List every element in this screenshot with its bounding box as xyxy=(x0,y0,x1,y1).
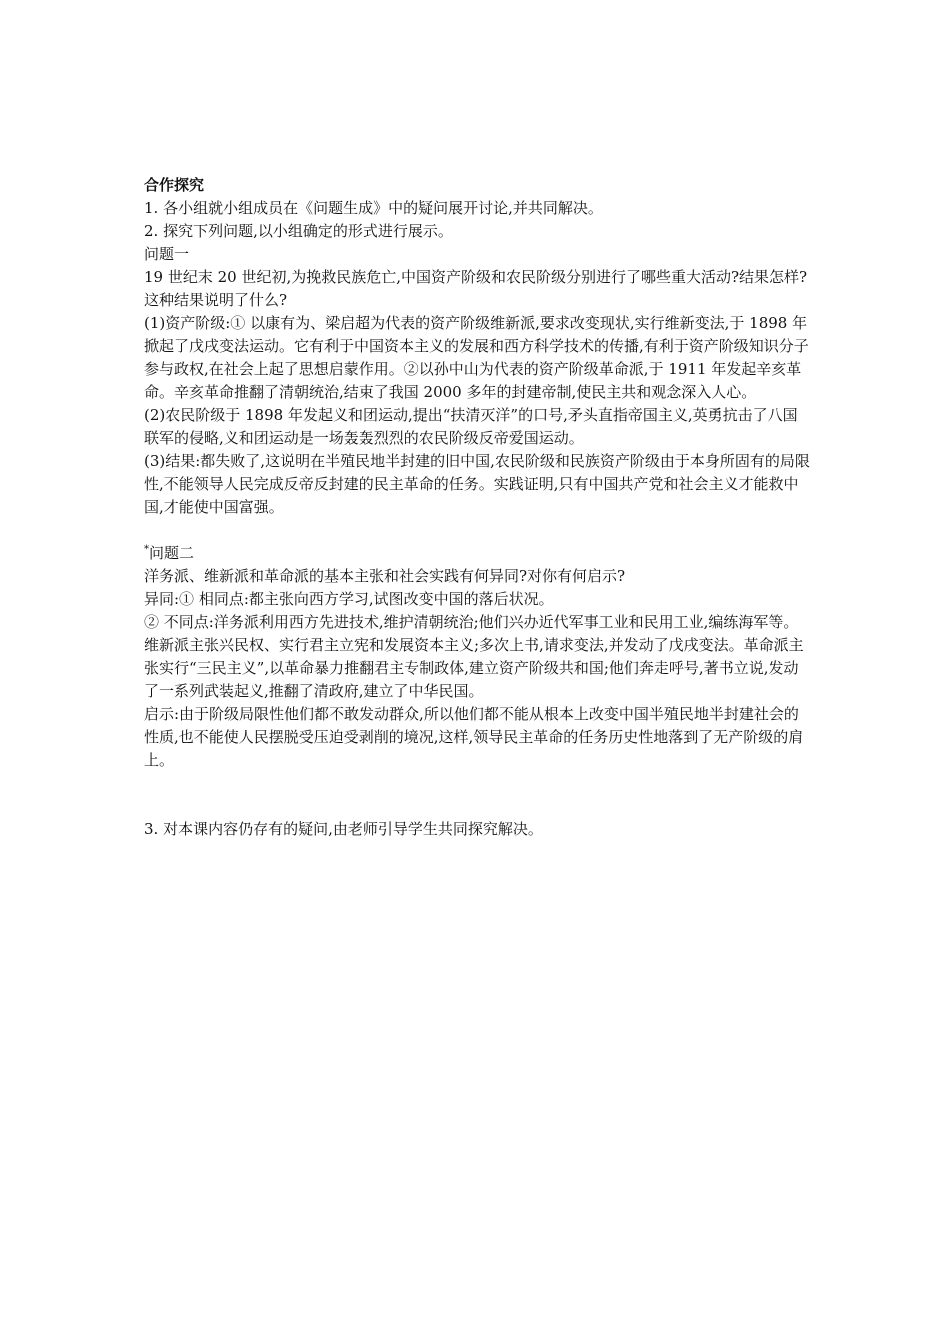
question-1-answer-3: (3)结果:都失败了,这说明在半殖民地半封建的旧中国,农民阶级和民族资产阶级由于本身所固有的局限性,不能领导人民完成反帝反封建的民主革命的任务。实践证明,只有中国共产党和社会主义才能救中国,才能使中国富强。 xyxy=(144,452,810,516)
section-title: 合作探究 xyxy=(144,176,205,194)
question-2-marker: * xyxy=(144,544,149,555)
question-2-similarity: 异同:① 相同点:都主张向西方学习,试图改变中国的落后状况。 xyxy=(144,590,554,608)
question-2-prompt: 洋务派、维新派和革命派的基本主张和社会实践有何异同?对你有何启示? xyxy=(144,567,626,585)
document-page xyxy=(144,174,812,841)
question-2-title: 问题二 xyxy=(149,544,195,562)
question-1-prompt: 19 世纪末 20 世纪初,为挽救民族危亡,中国资产阶级和农民阶级分别进行了哪些重大活动?结果怎样?这种结果说明了什么? xyxy=(144,268,808,309)
question-2-heading xyxy=(144,542,812,565)
question-1-title: 问题一 xyxy=(144,245,190,263)
question-2-enlightenment: 启示:由于阶级局限性他们都不敢发动群众,所以他们都不能从根本上改变中国半殖民地半封建社会的性质,也不能使人民摆脱受压迫受剥削的境况,这样,领导民主革命的任务历史性地落到了无产阶级的肩上。 xyxy=(144,705,804,769)
question-2-difference: ② 不同点:洋务派利用西方先进技术,维护清朝统治;他们兴办近代军事工业和民用工业,编练海军等。维新派主张兴民权、实行君主立宪和发展资本主义;多次上书,请求变法,并发动了戊戌变法。革命派主张实行“三民主义”,以革命暴力推翻君主专制政体,建立资产阶级共和国;他们奔走呼号,著书立说,发动了一系列武装起义,推翻了清政府,建立了中华民国。 xyxy=(144,613,804,700)
spacer xyxy=(144,772,812,818)
step-3: 3. 对本课内容仍存有的疑问,由老师引导学生共同探究解决。 xyxy=(144,820,543,838)
step-1: 1. 各小组就小组成员在《问题生成》中的疑问展开讨论,并共同解决。 xyxy=(144,199,603,217)
step-2: 2. 探究下列问题,以小组确定的形式进行展示。 xyxy=(144,222,453,240)
question-1-answer-2: (2)农民阶级于 1898 年发起义和团运动,提出“扶清灭洋”的口号,矛头直指帝国主义,英勇抗击了八国联军的侵略,义和团运动是一场轰轰烈烈的农民阶级反帝爱国运动。 xyxy=(144,406,798,447)
spacer xyxy=(144,519,812,542)
question-1-answer-1: (1)资产阶级:① 以康有为、梁启超为代表的资产阶级维新派,要求改变现状,实行维新变法,于 1898 年掀起了戊戌变法运动。它有利于中国资本主义的发展和西方科学技术的传播,有利于资产阶级知识分子参与政权,在社会上起了思想启蒙作用。②以孙中山为代表的资产阶级革命派,于 1911 年发起辛亥革命。辛亥革命推翻了清朝统治,结束了我国 2000 多年的封建帝制,使民主共和观念深入人心。 xyxy=(144,314,809,401)
